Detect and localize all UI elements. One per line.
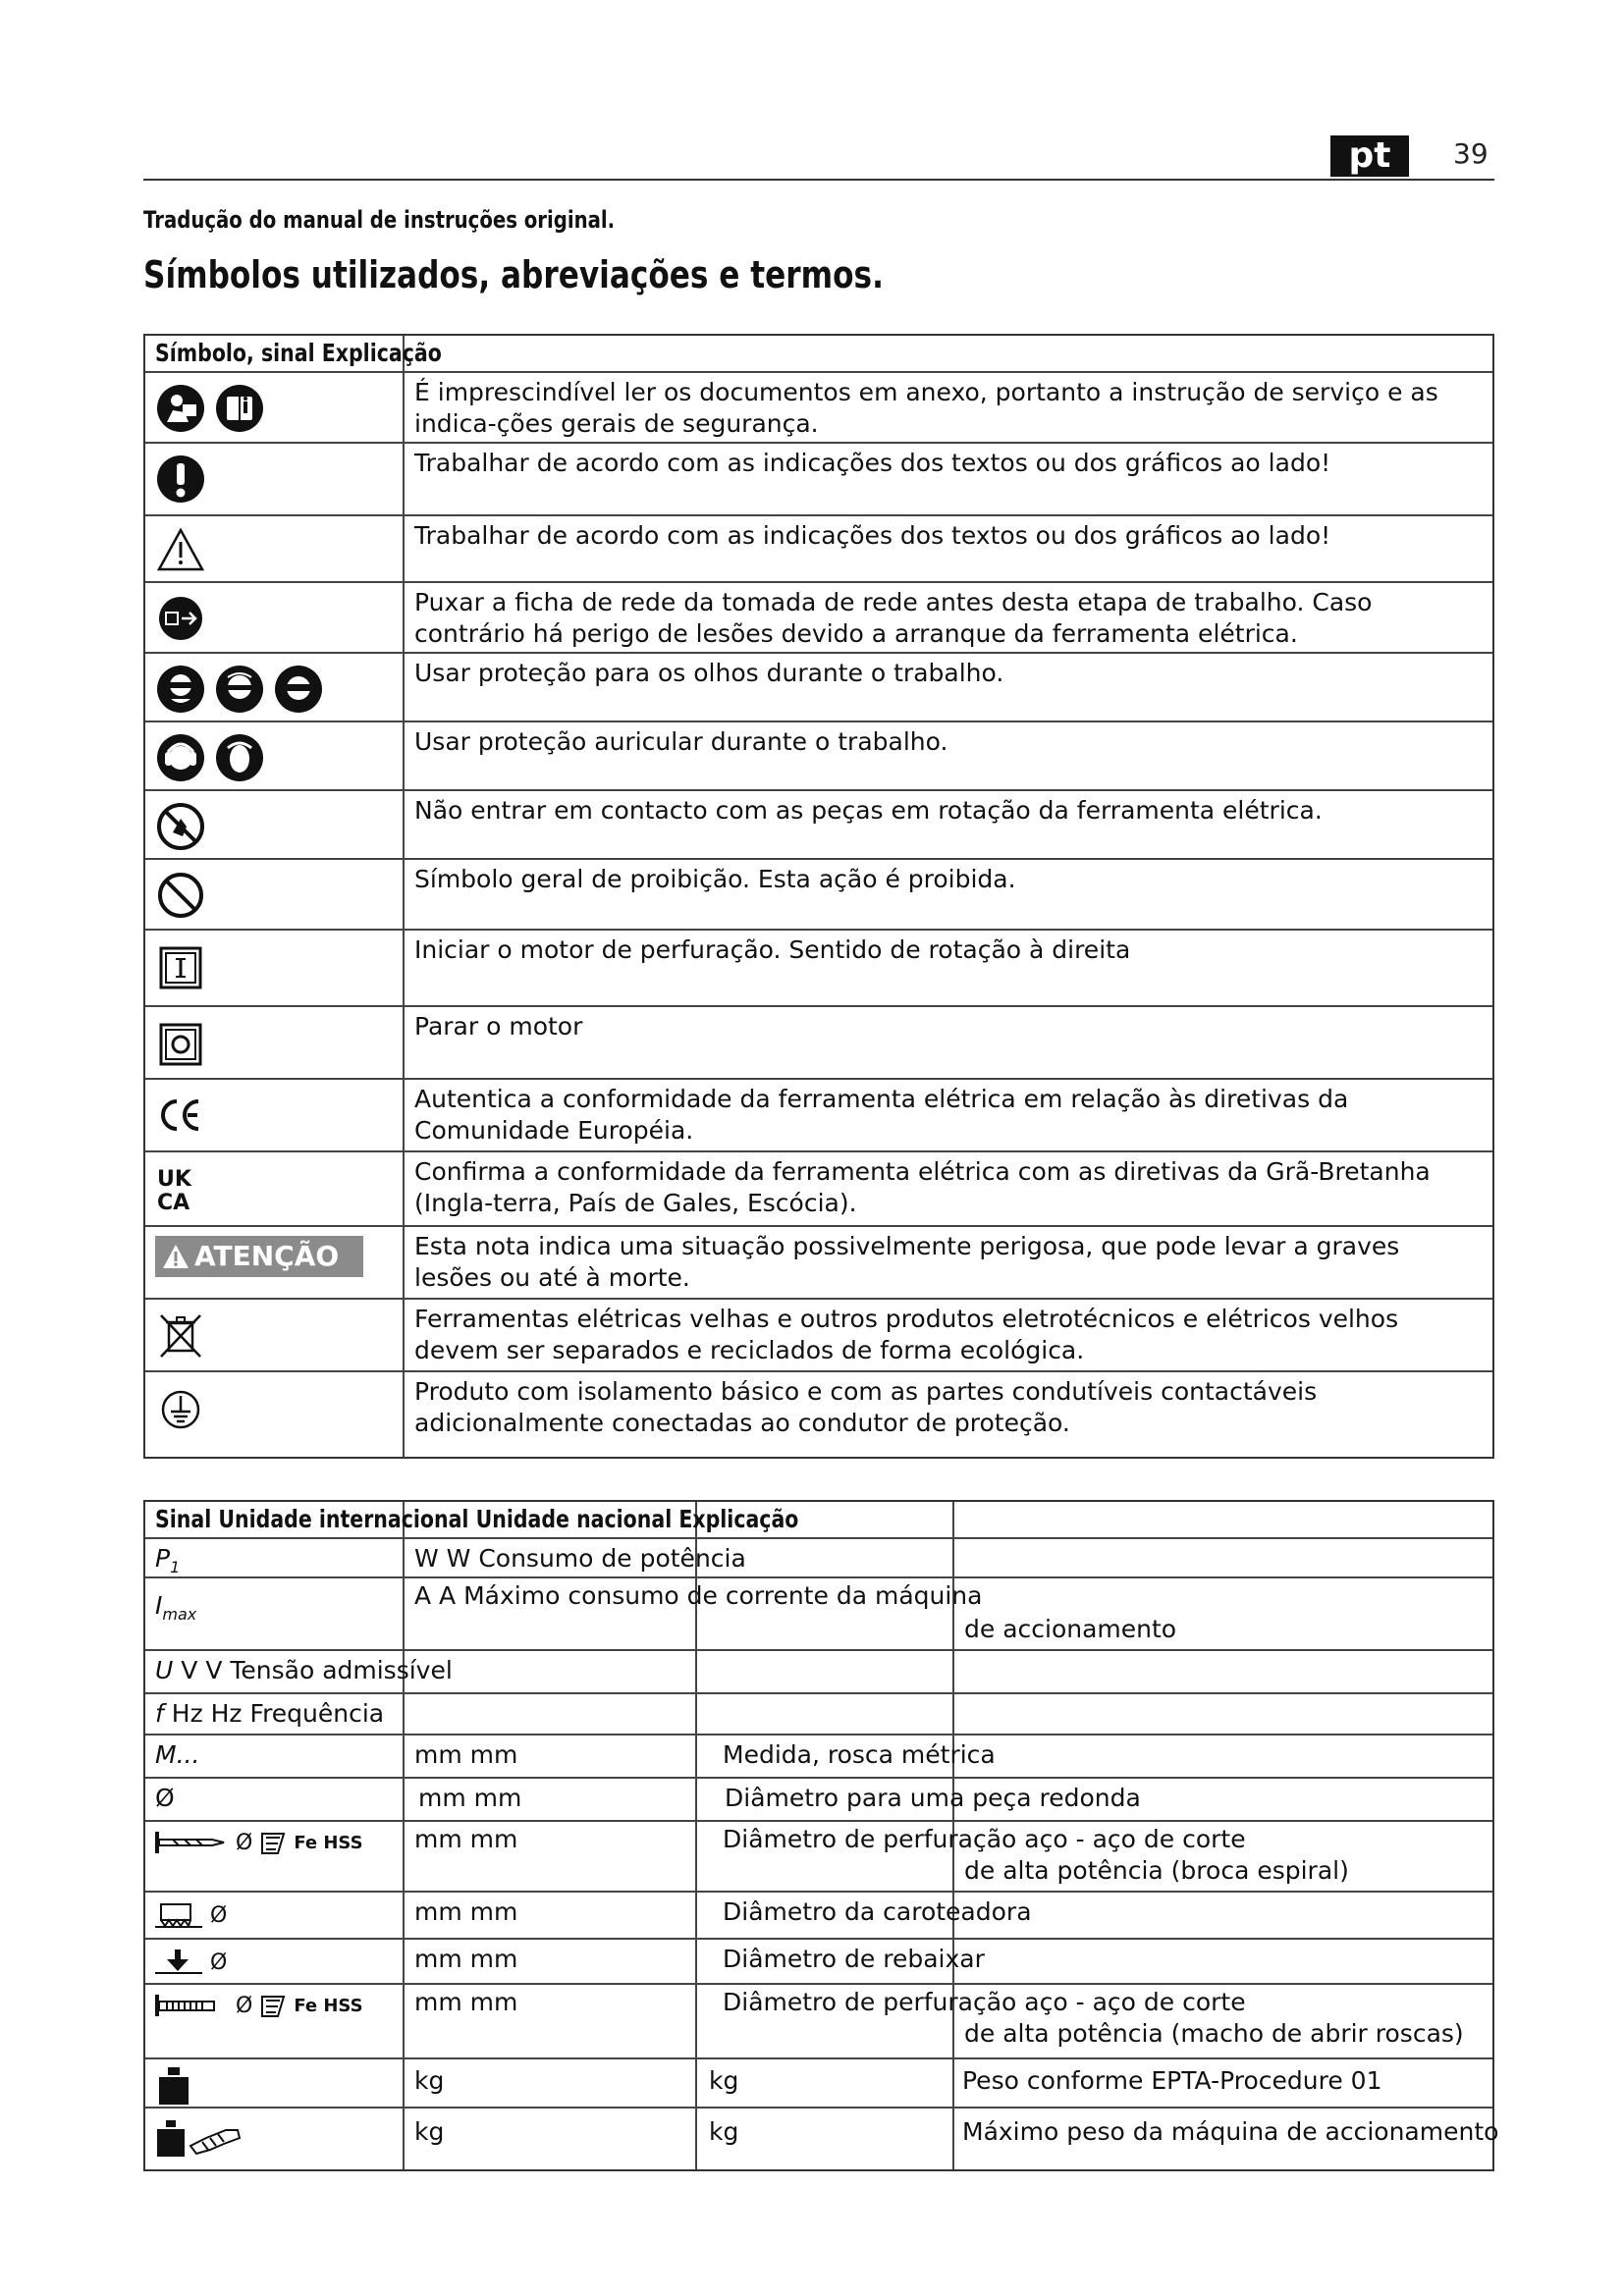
sign-cell: Ø <box>155 1784 175 1812</box>
table-row <box>145 1822 1492 1893</box>
unit-cell: kg <box>709 2117 739 2146</box>
row-text: Não entrar em contacto com as peças em rotação da ferramenta elétrica. <box>414 796 1323 825</box>
motor-stop-icon <box>155 1019 206 1070</box>
protective-earth-icon <box>155 1384 206 1435</box>
read-manual-icon <box>155 383 206 434</box>
explanation-cell: de accionamento <box>964 1615 1177 1643</box>
material-tag: Fe HSS <box>294 1995 363 2016</box>
page-number: 39 <box>1453 137 1489 170</box>
unit-cell: mm mm <box>414 1825 518 1853</box>
row-text: Trabalhar de acordo com as indicações dos textos ou dos gráficos ao lado! <box>414 521 1331 550</box>
row-text: Iniciar o motor de perfuração. Sentido de rotação à direita <box>414 935 1131 964</box>
header-rule <box>143 179 1494 181</box>
table-row <box>145 931 1492 1007</box>
unit-cell: mm mm <box>414 1740 518 1769</box>
unit-cell: W W Consumo de potência <box>414 1544 746 1573</box>
face-shield-icon <box>214 664 265 715</box>
weight-with-machine-icon <box>155 2116 244 2160</box>
warning-triangle-icon <box>161 1243 190 1270</box>
table-row <box>145 1080 1492 1152</box>
diameter-symbol: Ø <box>210 1949 228 1975</box>
row-text: Usar proteção auricular durante o trabalho. <box>414 727 948 756</box>
table-row <box>145 373 1492 444</box>
table-row <box>145 516 1492 583</box>
explanation-cell: Diâmetro de perfuração aço - aço de corte <box>723 1988 1246 2016</box>
table-header-label: Sinal Unidade internacional Unidade nacional Explicação <box>155 1505 799 1533</box>
table-row <box>145 2059 1492 2109</box>
table-row <box>145 1539 1492 1578</box>
tap-icon <box>153 1991 230 2020</box>
table-row <box>145 1735 1492 1779</box>
twist-drill-icon <box>153 1828 230 1857</box>
prohibition-icon <box>155 870 206 921</box>
table-row <box>145 1940 1492 1985</box>
row-text: Símbolo geral de proibição. Esta ação é proibida. <box>414 865 1016 893</box>
table-row <box>145 1694 1492 1735</box>
svg-text:CA: CA <box>157 1191 190 1213</box>
sign-cell: $P_1$ <box>155 1544 181 1576</box>
row-text: Usar proteção para os olhos durante o trabalho. <box>414 659 1004 687</box>
table-row <box>145 654 1492 722</box>
row-text: Ferramentas elétricas velhas e outros produtos eletrotécnicos e elétricos velhos devem ser separados e reciclados de forma ecológica. <box>414 1305 1399 1364</box>
table-row <box>145 1893 1492 1940</box>
row-text: É imprescindível ler os documentos em anexo, portanto a instrução de serviço e as indica-ções gerais de segurança. <box>414 378 1438 438</box>
steel-material-icon <box>258 1991 288 2020</box>
table-header-label: Símbolo, sinal Explicação <box>155 339 442 367</box>
explanation-cell: Peso conforme EPTA-Procedure 01 <box>962 2066 1382 2095</box>
core-drill-icon <box>153 1900 204 1930</box>
explanation-cell: Diâmetro da caroteadora <box>723 1897 1032 1926</box>
countersink-icon <box>153 1948 204 1977</box>
explanation-cell: Medida, rosca métrica <box>723 1740 996 1769</box>
language-badge: pt <box>1330 135 1409 177</box>
table-row <box>145 1578 1492 1651</box>
ear-muffs-icon <box>214 732 265 783</box>
motor-start-icon <box>155 942 206 993</box>
table-header <box>145 1502 1492 1539</box>
table-row <box>145 860 1492 931</box>
svg-text:UK: UK <box>157 1167 191 1192</box>
sign-cell: f Hz Hz Frequência <box>155 1699 385 1728</box>
unit-cell: mm mm <box>414 1945 518 1973</box>
table-row <box>145 1985 1492 2059</box>
weight-icon <box>155 2065 194 2107</box>
manual-book-icon <box>214 383 265 434</box>
unit-cell: kg <box>414 2066 445 2095</box>
table-row <box>145 1651 1492 1694</box>
sign-cell: M... <box>155 1740 200 1769</box>
unit-cell: mm mm <box>414 1988 518 2016</box>
row-text: Autentica a conformidade da ferramenta elétrica em relação às diretivas da Comunidade Européia. <box>414 1085 1349 1145</box>
unit-cell: A A Máximo consumo de corrente da máquina <box>414 1581 983 1610</box>
explanation-cell: Diâmetro para uma peça redonda <box>725 1784 1141 1812</box>
unplug-mains-icon <box>155 593 206 644</box>
page-title: Símbolos utilizados, abreviações e termos. <box>143 253 884 296</box>
table-row <box>145 1152 1492 1227</box>
row-text: Parar o motor <box>414 1012 583 1041</box>
diameter-symbol: Ø <box>210 1902 228 1928</box>
row-text: Confirma a conformidade da ferramenta elétrica com as diretivas da Grã-Bretanha (Ingla-terra, País de Gales, Escócia). <box>414 1157 1431 1217</box>
unit-cell: mm mm <box>414 1897 518 1926</box>
table-row <box>145 1227 1492 1300</box>
warning-triangle-icon <box>155 524 206 575</box>
diameter-symbol: Ø <box>236 1830 253 1855</box>
no-touch-rotating-icon <box>155 801 206 852</box>
weee-bin-icon <box>155 1309 206 1361</box>
subtitle: Tradução do manual de instruções original. <box>143 206 616 234</box>
exclamation-mandatory-icon <box>155 454 206 505</box>
diameter-symbol: Ø <box>236 1993 253 2018</box>
units-table <box>143 1500 1499 2171</box>
row-text: Trabalhar de acordo com as indicações dos textos ou dos gráficos ao lado! <box>414 449 1331 477</box>
table-row <box>145 1372 1492 1457</box>
unit-cell: mm mm <box>418 1784 522 1812</box>
explanation-cell: de alta potência (broca espiral) <box>964 1856 1349 1885</box>
table-header <box>145 336 1492 373</box>
unit-cell: kg <box>709 2066 739 2095</box>
table-row <box>145 722 1492 791</box>
material-tag: Fe HSS <box>294 1832 363 1853</box>
table-row <box>145 583 1492 654</box>
attention-badge <box>155 1236 363 1277</box>
table-row <box>145 444 1492 516</box>
sign-cell: $I_{max}$ <box>155 1591 197 1624</box>
explanation-cell: Máximo peso da máquina de accionamento <box>962 2117 1499 2146</box>
symbols-table <box>143 334 1494 1459</box>
row-text: Produto com isolamento básico e com as partes condutíveis contactáveis adicionalmente conectadas ao condutor de proteção. <box>414 1377 1318 1437</box>
explanation-cell: de alta potência (macho de abrir roscas) <box>964 2019 1464 2048</box>
table-row <box>145 1300 1492 1372</box>
ce-mark-icon <box>155 1090 206 1141</box>
sign-cell: U V V Tensão admissível <box>155 1656 453 1684</box>
table-row <box>145 1007 1492 1080</box>
row-text: Puxar a ficha de rede da tomada de rede antes desta etapa de trabalho. Caso contrário há perigo de lesões devido a arranque da ferramenta elétrica. <box>414 588 1373 648</box>
table-row <box>145 2109 1499 2169</box>
unit-cell: kg <box>414 2117 445 2146</box>
ukca-mark-icon <box>155 1162 206 1213</box>
explanation-cell: Diâmetro de perfuração aço - aço de corte <box>723 1825 1246 1853</box>
table-row <box>145 1779 1492 1822</box>
goggles-icon <box>273 664 324 715</box>
explanation-cell: Diâmetro de rebaixar <box>723 1945 985 1973</box>
attention-badge-label: ATENÇÃO <box>194 1240 340 1272</box>
row-text: Esta nota indica uma situação possivelmente perigosa, que pode levar a graves lesões ou até à morte. <box>414 1232 1400 1292</box>
ear-protection-icon <box>155 732 206 783</box>
steel-material-icon <box>258 1828 288 1857</box>
table-row <box>145 791 1492 860</box>
eye-protection-icon <box>155 664 206 715</box>
